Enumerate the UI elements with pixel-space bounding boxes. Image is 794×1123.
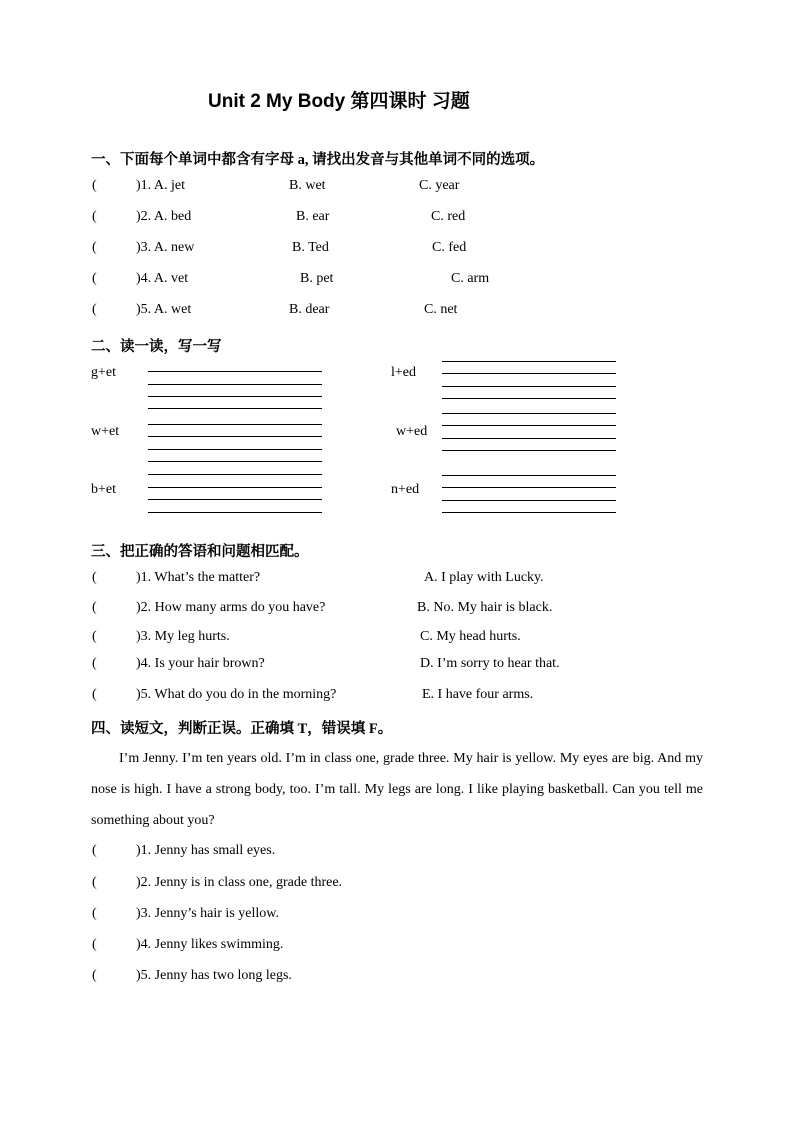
option-a: )4. A. vet	[136, 271, 189, 286]
question-text: )2. How many arms do you have?	[136, 600, 326, 615]
option-c: C. arm	[451, 271, 490, 286]
statement-text: )2. Jenny is in class one, grade three.	[136, 875, 343, 890]
question-text: )1. What’s the matter?	[136, 570, 261, 585]
answer-blank[interactable]: (	[92, 906, 97, 921]
option-b: B. dear	[289, 302, 330, 317]
section4-heading: 四、读短文，判断正误。正确填 T，错误填 F。	[91, 721, 393, 737]
answer-blank[interactable]: (	[92, 843, 97, 858]
word-label-wet: w+et	[91, 424, 120, 439]
question-text: )3. My leg hurts.	[136, 629, 230, 644]
question-text: )5. What do you do in the morning?	[136, 687, 337, 702]
option-a: )2. A. bed	[136, 209, 192, 224]
option-c: C. net	[424, 302, 458, 317]
option-b: B. Ted	[292, 240, 329, 255]
answer-blank[interactable]: (	[92, 178, 97, 193]
reading-passage: I’m Jenny. I’m ten years old. I’m in class one, grade three. My hair is yellow. My eyes are big. And my nose is high. I have a strong body, too. I’m tall. My legs are long. I like playing basketball. Can you tell me something about you?	[91, 751, 703, 828]
answer-option: C. My head hurts.	[420, 629, 521, 644]
answer-option: D. I’m sorry to hear that.	[420, 656, 560, 671]
option-b: B. ear	[296, 209, 330, 224]
page-title: Unit 2 My Body 第四课时 习题	[208, 91, 470, 112]
answer-blank[interactable]: (	[92, 656, 97, 671]
answer-blank[interactable]: (	[92, 937, 97, 952]
word-label-led: l+ed	[391, 365, 416, 380]
section3-heading: 三、把正确的答语和问题相匹配。	[91, 544, 309, 560]
answer-blank[interactable]: (	[92, 968, 97, 983]
answer-blank[interactable]: (	[92, 600, 97, 615]
answer-blank[interactable]: (	[92, 209, 97, 224]
option-a: )3. A. new	[136, 240, 195, 255]
section1-heading: 一、下面每个单词中都含有字母 a, 请找出发音与其他单词不同的选项。	[91, 152, 545, 168]
word-label-wed: w+ed	[396, 424, 428, 439]
answer-option: B. No. My hair is black.	[417, 600, 553, 615]
question-text: )4. Is your hair brown?	[136, 656, 265, 671]
statement-text: )5. Jenny has two long legs.	[136, 968, 292, 983]
option-a: )5. A. wet	[136, 302, 192, 317]
statement-text: )3. Jenny’s hair is yellow.	[136, 906, 279, 921]
answer-blank[interactable]: (	[92, 302, 97, 317]
option-c: C. fed	[432, 240, 467, 255]
option-c: C. red	[431, 209, 466, 224]
option-c: C. year	[419, 178, 460, 193]
answer-blank[interactable]: (	[92, 629, 97, 644]
section2-heading: 二、读一读，写一写	[91, 339, 222, 355]
answer-blank[interactable]: (	[92, 875, 97, 890]
statement-text: )1. Jenny has small eyes.	[136, 843, 276, 858]
answer-blank[interactable]: (	[92, 240, 97, 255]
answer-option: A. I play with Lucky.	[424, 570, 544, 585]
statement-text: )4. Jenny likes swimming.	[136, 937, 284, 952]
word-label-bet: b+et	[91, 482, 116, 497]
answer-blank[interactable]: (	[92, 687, 97, 702]
answer-option: E. I have four arms.	[422, 687, 534, 702]
answer-blank[interactable]: (	[92, 570, 97, 585]
word-label-ned: n+ed	[391, 482, 420, 497]
option-b: B. wet	[289, 178, 326, 193]
option-b: B. pet	[300, 271, 334, 286]
option-a: )1. A. jet	[136, 178, 185, 193]
answer-blank[interactable]: (	[92, 271, 97, 286]
word-label-get: g+et	[91, 365, 116, 380]
